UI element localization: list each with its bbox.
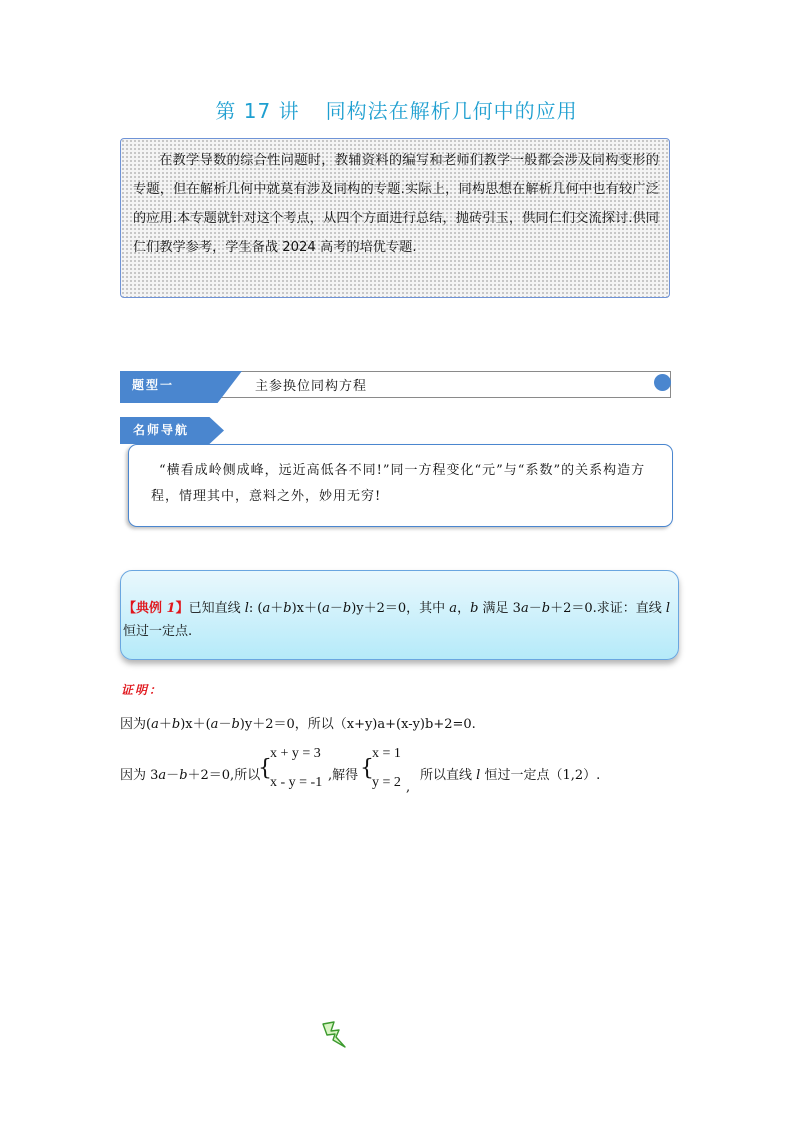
lecture-title: 同构法在解析几何中的应用 — [325, 99, 578, 123]
system-2-bottom: y = 2 — [372, 775, 401, 790]
page-title — [0, 95, 793, 124]
proof-solve-text: ,解得 — [328, 768, 359, 783]
lightning-icon — [320, 1020, 348, 1052]
proof-line-1: 因为(a＋b)x＋(a－b)y＋2＝0，所以（x+y)a+(x-y)b+2=0. — [120, 717, 476, 732]
proof-label: 证明： — [121, 683, 164, 697]
system-2-top: x = 1 — [372, 746, 401, 761]
intro-text: 在教学导数的综合性问题时，教辅资料的编写和老师们教学一般都会涉及同构变形的专题，但在解析几何中就莫有涉及同构的专题.实际上，同构思想在解析几何中也有较广泛的应用.本专题就针对这个考点，从四个方面进行总结，抛砖引玉，供同仁们交流探讨.供同仁们教学参考，学生备战 2024 高考的培优专题. — [133, 153, 659, 255]
proof-line-2-start: 因为 3a－b＋2＝0,所以 — [120, 768, 261, 783]
brace-icon: { — [258, 756, 272, 781]
system-1-top: x + y = 3 — [270, 746, 321, 761]
section-topic: 主参换位同构方程 — [255, 379, 368, 394]
system-1-bottom: x - y = -1 — [270, 775, 323, 790]
proof-line-2-end: 所以直线 l 恒过一定点（1,2）. — [420, 768, 601, 783]
guide-box — [128, 444, 673, 527]
circle-icon — [654, 374, 671, 391]
example-label: 【典例 1】 — [123, 601, 189, 616]
section-tag-label: 题型一 — [132, 378, 175, 392]
example-statement: 【典例 1】已知直线 l: (a＋b)x＋(a－b)y＋2＝0，其中 a，b 满足 3a－b＋2＝0.求证：直线 l — [123, 601, 671, 616]
guide-tag-label: 名师导航 — [133, 423, 190, 437]
guide-text: “横看成岭侧成峰，远近高低各不同!”同一方程变化“元”与“系数”的关系构造方程，情理其中，意料之外，妙用无穷! — [151, 463, 646, 504]
brace-icon: { — [360, 756, 374, 781]
proof-comma: , — [406, 780, 411, 795]
lecture-number: 第 17 讲 — [215, 99, 300, 123]
example-statement-cont: 恒过一定点. — [123, 624, 193, 639]
intro-box — [120, 138, 670, 298]
